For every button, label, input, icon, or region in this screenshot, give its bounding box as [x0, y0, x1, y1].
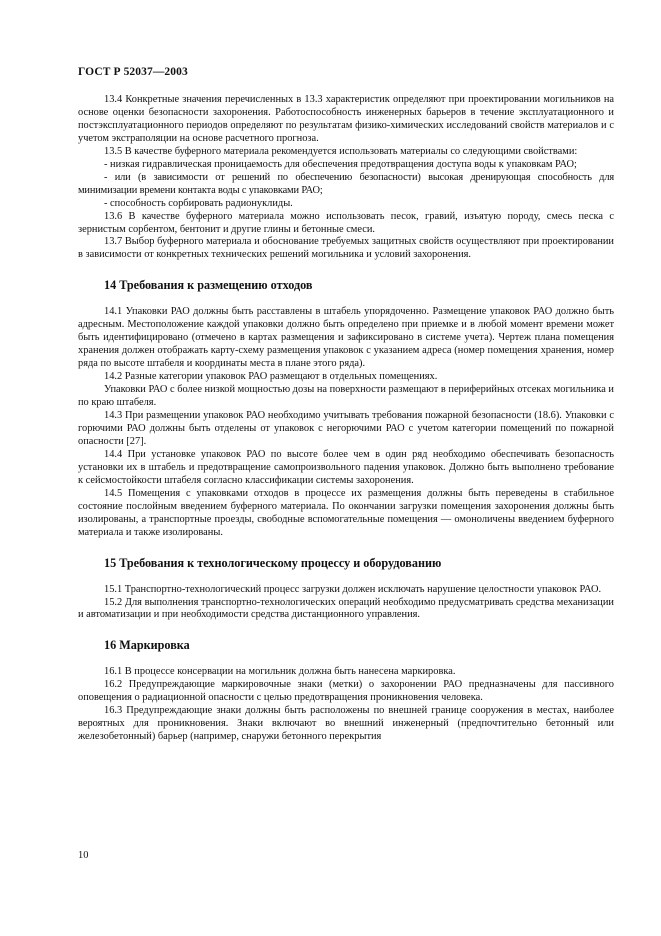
paragraph-14-2-cont: Упаковки РАО с более низкой мощностью дозы на поверхности размещают в периферийных отсеках могильника и по краю штабеля. — [78, 384, 614, 409]
paragraph-13-6: 13.6 В качестве буферного материала можно использовать песок, гравий, изъятую породу, смесь песка с зернистым сорбентом, бентонит и другие глины и бетонные смеси. — [78, 210, 614, 235]
document-header: ГОСТ Р 52037—2003 — [78, 66, 188, 78]
page-number: 10 — [78, 850, 89, 861]
list-item-low-permeability: - низкая гидравлическая проницаемость для обеспечения предотвращения доступа воды к упаковкам РАО; — [104, 158, 577, 170]
paragraph-16-3: 16.3 Предупреждающие знаки должны быть расположены по внешней границе сооружения в местах, наиболее вероятных для проникновения. Знаки включают во внешний инженерный (предпочтительно бетонный или железобетонный) барьер (например, снаружи бетонного перекрытия — [78, 705, 614, 743]
paragraph-13-5: 13.5 В качестве буферного материала рекомендуется использовать материалы со следующими свойствами: — [104, 145, 578, 157]
paragraph-16-1: 16.1 В процессе консервации на могильник должна быть нанесена маркировка. — [104, 666, 456, 678]
list-item-sorption: - способность сорбировать радионуклиды. — [104, 197, 293, 209]
paragraph-15-1: 15.1 Транспортно-технологический процесс загрузки должен исключать нарушение целостности упаковок РАО. — [104, 583, 602, 595]
paragraph-14-4: 14.4 При установке упаковок РАО по высоте более чем в один ряд необходимо обеспечивать безопасность установки их в штабель и предотвращение самопроизвольного падения упаковок. Должно быть выполнено требование к сейсмостойкости штабеля согласно классификации системы захоронения. — [78, 448, 614, 486]
paragraph-14-2: 14.2 Разные категории упаковок РАО размещают в отдельных помещениях. — [104, 371, 438, 383]
section-heading-16: 16 Маркировка — [104, 638, 190, 653]
section-heading-14: 14 Требования к размещению отходов — [104, 278, 313, 293]
paragraph-14-5: 14.5 Помещения с упаковками отходов в процессе их размещения должны быть переведены в стабильное состояние послойным введением буферного материала. По окончании загрузки помещения захоронения должны быть изолированы, а транспортные проезды, свободные вспомогательные помещения — омоноличены введением буферного материала и также изолированы. — [78, 487, 614, 538]
paragraph-14-3: 14.3 При размещении упаковок РАО необходимо учитывать требования пожарной безопасности (18.6). Упаковки с горючими РАО должны быть отделены от упаковок с негорючими РАО с учетом категории помещений по пожарной опасности [27]. — [78, 410, 614, 447]
section-heading-15: 15 Требования к технологическому процессу и оборудованию — [104, 555, 442, 570]
list-item-high-drainage: - или (в зависимости от решений по обеспечению безопасности) высокая дренирующая способность для минимизации времени контакта воды с упаковками РАО; — [78, 171, 614, 196]
paragraph-15-2: 15.2 Для выполнения транспортно-технологических операций необходимо предусматривать средства механизации и автоматизации и при необходимости средства дистанционного управления. — [78, 596, 614, 621]
document-body — [78, 94, 614, 744]
paragraph-13-7: 13.7 Выбор буферного материала и обоснование требуемых защитных свойств осуществляют при проектировании в зависимости от конкретных технических решений могильника и условий захоронения. — [78, 236, 614, 261]
paragraph-14-1: 14.1 Упаковки РАО должны быть расставлены в штабель упорядоченно. Размещение упаковок РАО должно быть адресным. Местоположение каждой упаковки должно быть определено при приемке и в любой момент времени может быть идентифицировано (отмечено в картах размещения и зафиксировано в системе учета). Чертеж плана помещения хранения должен отображать карту-схему размещения упаковок с указанием адреса (номер помещения хранения, номер ряда по высоте штабеля и координаты места в плане этого ряда). — [78, 306, 614, 370]
paragraph-13-4: 13.4 Конкретные значения перечисленных в 13.3 характеристик определяют при проектировании могильников на основе оценки безопасности захоронения. Работоспособность инженерных барьеров в течение эксплуатационного и постэксплуатационного периодов определяют по результатам физико-химических исследований свойств материалов и с учетом экстраполяции на основе расчетного прогноза. — [78, 94, 614, 144]
paragraph-16-2: 16.2 Предупреждающие маркировочные знаки (метки) о захоронении РАО предназначены для пассивного оповещения о радиационной опасности с целью предотвращения проникновения человека. — [78, 679, 614, 704]
